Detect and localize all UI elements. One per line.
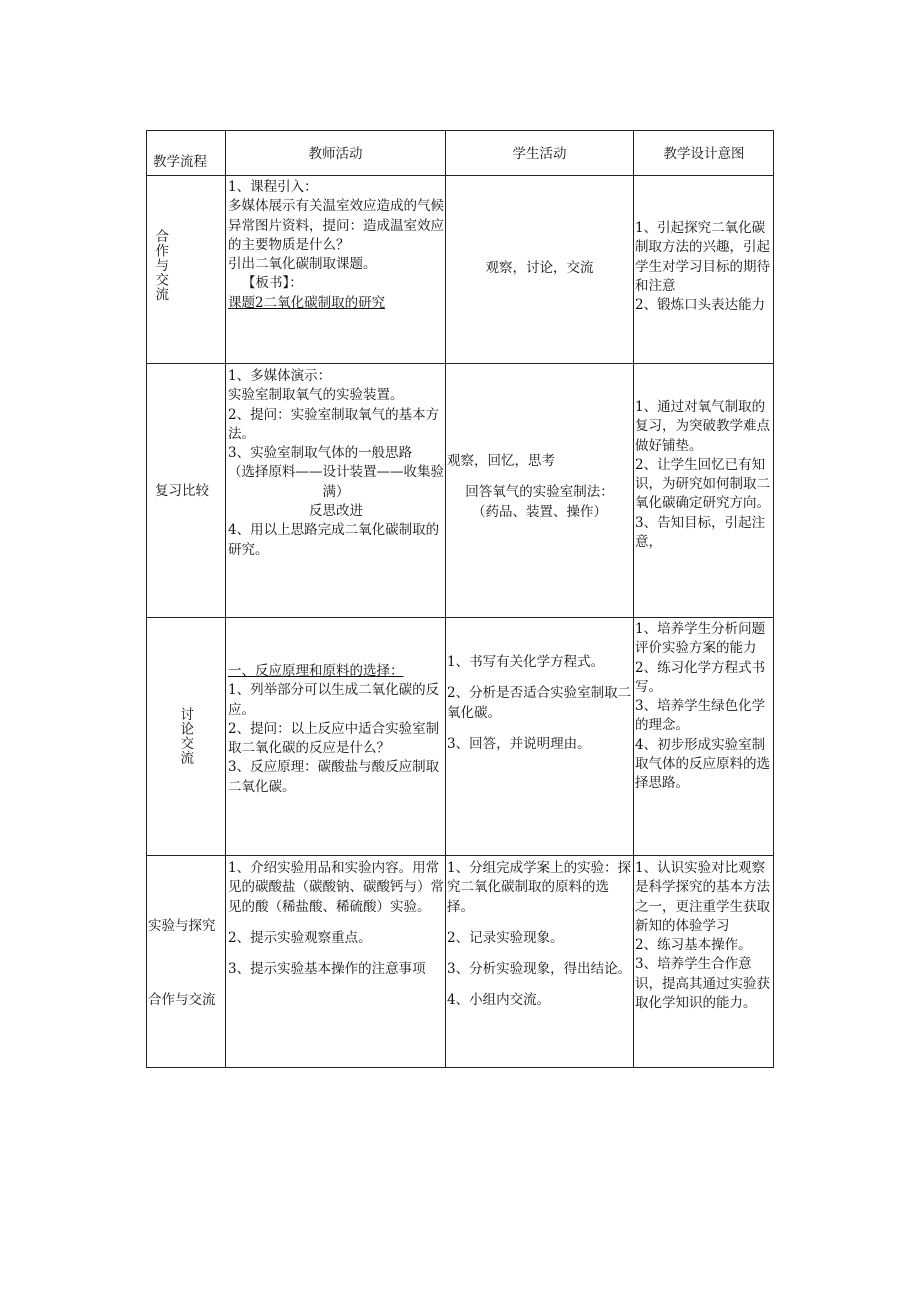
header-teacher: 教师活动	[308, 146, 363, 162]
teacher-line: 3、实验室制取气体的一般思路	[228, 445, 413, 462]
teacher-line: 2、提问：实验室制取氧气的基本方法。	[228, 406, 440, 442]
intent-line: 3、告知目标，引起注意，	[635, 514, 766, 551]
teacher-line: 2、提示实验观察重点。	[228, 929, 372, 946]
student-line: 2、记录实验现象。	[447, 929, 564, 946]
design-intent	[635, 620, 773, 794]
teacher-line: 3、提示实验基本操作的注意事项	[228, 961, 426, 978]
student-activity	[446, 259, 633, 278]
design-intent	[635, 398, 773, 552]
intent-line: 2、练习基本操作。3、培养学生合作意识，提高其通过实验获取化学知识的能力。	[635, 937, 770, 1012]
section-heading: 一、反应原理和原料的选择：	[228, 663, 404, 679]
intent-line: 1、培养学生分析问题评价实验方案的能力	[635, 621, 766, 657]
teacher-line: 3、反应原理：碳酸盐与酸反应制取二氧化碳。	[228, 759, 440, 795]
intent-line: 3、培养学生绿色化学的理念。	[635, 698, 766, 734]
intent-line: 4、初步形成实验室制取气体的反应原料的选择思路。	[635, 736, 770, 792]
teacher-activity	[228, 859, 444, 979]
header-intent: 教学设计意图	[663, 146, 745, 162]
teacher-activity	[228, 662, 444, 797]
teacher-line: 引出二氧化碳制取课题。	[228, 256, 377, 273]
student-line: 4、小组内交流。	[447, 992, 551, 1009]
design-intent	[635, 859, 773, 1013]
student-line: 1、分组完成学案上的实验：探究二氧化碳制取的原料的选择。	[447, 860, 632, 915]
header-student: 学生活动	[512, 146, 567, 162]
teacher-activity	[228, 367, 444, 560]
teacher-activity	[228, 178, 444, 313]
intent-line: 2、让学生回忆已有知识，为研究如何制取二氧化碳确定研究方向。	[635, 456, 770, 512]
intent-line: 1、通过对氧气制取的复习，为突破教学难点做好铺垫。	[635, 399, 770, 454]
design-intent	[635, 219, 773, 315]
student-line: 2、分析是否适合实验室制取二氧化碳。	[447, 685, 632, 721]
intent-line: 1、引起探究二氧化碳制取方法的兴趣，引起学生对学习目标的期待和注意	[635, 220, 770, 294]
teacher-line: 多媒体展示有关温室效应造成的气候异常图片资料，提问：造成温室效应的主要物质是什么？	[228, 198, 444, 253]
student-line: 1、书写有关化学方程式。	[447, 654, 605, 670]
intent-line: 2、练习化学方程式书写。	[635, 659, 766, 695]
stage-label: 合作与交流	[148, 992, 216, 1008]
row-divider	[147, 617, 773, 618]
intent-line: 1、认识实验对比观察是科学探究的基本方法之一，更注重学生获取新知的体验学习	[635, 860, 770, 934]
stage-label: 合作与交流	[152, 229, 169, 302]
row-divider	[147, 363, 773, 364]
student-line: 观察，讨论，交流	[485, 260, 594, 276]
board-note-label: 【板书】：	[242, 275, 303, 292]
student-activity	[447, 653, 632, 754]
student-line: 回答氧气的实验室制法：	[465, 484, 614, 501]
student-activity	[447, 859, 632, 1011]
stage-label: 讨论交流	[177, 707, 194, 765]
intent-line: 2、锻炼口头表达能力	[635, 297, 766, 314]
stage-label: 复习比较	[155, 483, 209, 499]
column-divider	[633, 131, 634, 1067]
teacher-line: 1、多媒体演示：	[228, 368, 332, 384]
teacher-line: 1、介绍实验用品和实验内容。用常见的碳酸盐（碳酸钠、碳酸钙与）常见的酸（稀盐酸、稀硫酸）实验。	[228, 860, 444, 915]
row-divider	[147, 855, 773, 856]
row-divider	[147, 175, 773, 176]
teacher-line: 反思改进	[309, 503, 363, 520]
teacher-line: 1、列举部分可以生成二氧化碳的反应。	[228, 682, 440, 718]
teacher-line: （选择原料——设计装置——收集验满）	[228, 464, 444, 500]
student-activity	[447, 452, 632, 522]
teacher-line: 4、用以上思路完成二氧化碳制取的研究。	[228, 522, 440, 558]
teacher-line: 1、课程引入：	[228, 179, 318, 195]
stage-label: 实验与探究	[148, 918, 216, 934]
student-line: 3、分析实验现象，得出结论。	[447, 961, 632, 978]
header-flow: 教学流程	[153, 154, 207, 170]
lesson-plan-table	[146, 130, 774, 1068]
student-line: （药品、装置、操作）	[472, 503, 607, 520]
teacher-line: 实验室制取氧气的实验装置。	[228, 387, 404, 404]
student-line: 3、回答，并说明理由。	[447, 735, 591, 752]
student-line: 观察，回忆，思考	[447, 453, 555, 469]
teacher-line: 2、提问：以上反应中适合实验室制取二氧化碳的反应是什么？	[228, 720, 440, 757]
board-note-title: 课题2二氧化碳制取的研究	[228, 294, 386, 311]
